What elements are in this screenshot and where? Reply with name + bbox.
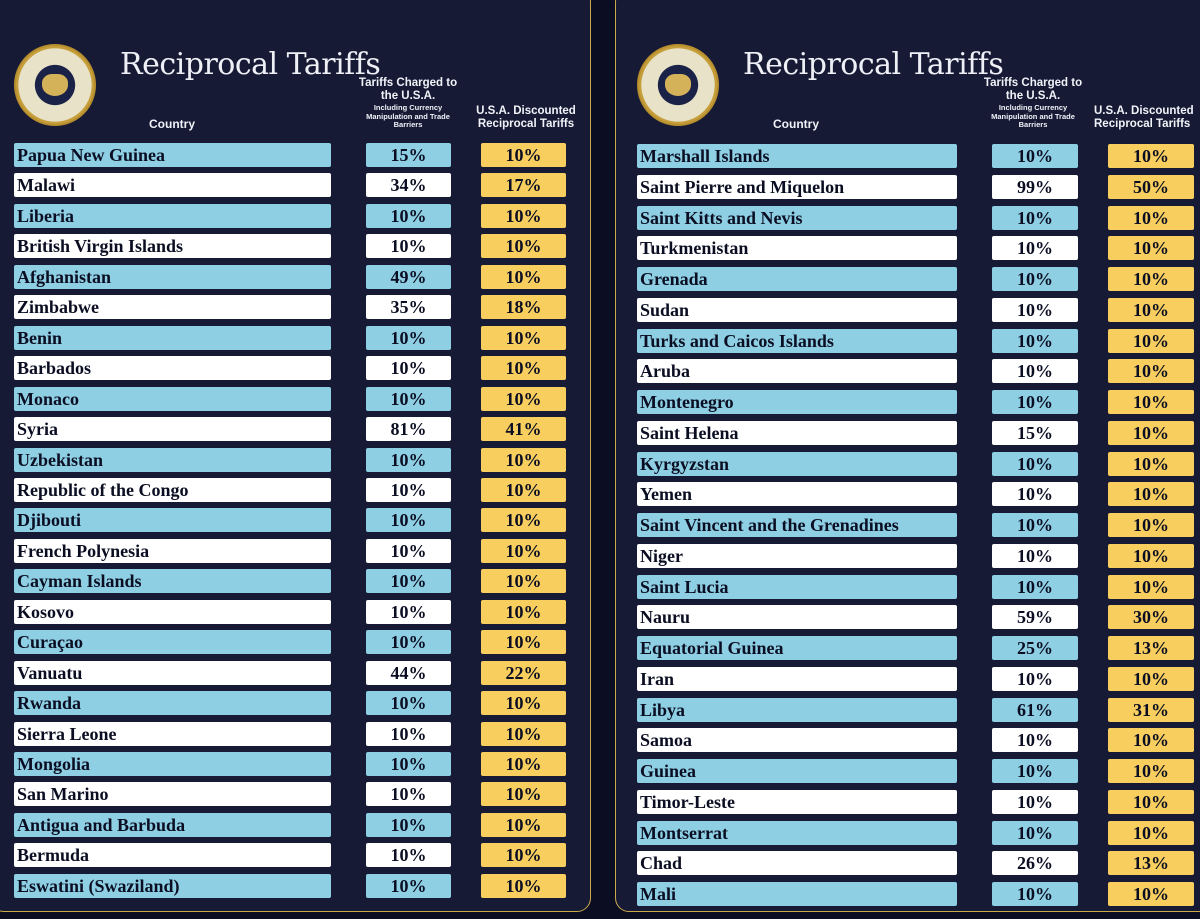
reciprocal-tariff-cell: 10% <box>481 234 566 258</box>
charged-tariff-cell: 10% <box>366 722 451 746</box>
country-name-cell: Equatorial Guinea <box>637 636 957 660</box>
country-name-cell: Benin <box>14 326 331 350</box>
reciprocal-tariff-cell: 10% <box>1108 482 1194 506</box>
country-name-cell: Djibouti <box>14 508 331 532</box>
charged-tariff-cell: 81% <box>366 417 451 441</box>
reciprocal-tariff-cell: 10% <box>481 478 566 502</box>
charged-tariff-cell: 99% <box>992 175 1078 199</box>
country-name-cell: Aruba <box>637 359 957 383</box>
reciprocal-tariff-cell: 10% <box>481 508 566 532</box>
reciprocal-tariff-cell: 10% <box>1108 452 1194 476</box>
country-name-cell: Nauru <box>637 605 957 629</box>
reciprocal-tariff-cell: 30% <box>1108 605 1194 629</box>
charged-tariff-cell: 10% <box>992 206 1078 230</box>
reciprocal-tariff-cell: 10% <box>1108 513 1194 537</box>
reciprocal-tariff-cell: 10% <box>481 722 566 746</box>
country-name-cell: Vanuatu <box>14 661 331 685</box>
country-name-cell: Antigua and Barbuda <box>14 813 331 837</box>
reciprocal-tariff-cell: 10% <box>1108 236 1194 260</box>
charged-tariff-cell: 10% <box>366 600 451 624</box>
reciprocal-tariff-cell: 10% <box>1108 821 1194 845</box>
charged-tariff-cell: 10% <box>366 874 451 898</box>
charged-tariff-cell: 10% <box>992 544 1078 568</box>
charged-tariff-cell: 10% <box>992 329 1078 353</box>
country-name-cell: Kyrgyzstan <box>637 452 957 476</box>
reciprocal-tariff-cell: 10% <box>1108 206 1194 230</box>
charged-tariff-cell: 10% <box>992 267 1078 291</box>
charged-tariff-cell: 10% <box>366 813 451 837</box>
charged-tariff-cell: 10% <box>366 234 451 258</box>
charged-tariff-cell: 10% <box>366 478 451 502</box>
reciprocal-tariff-cell: 10% <box>1108 728 1194 752</box>
charged-tariff-cell: 10% <box>366 326 451 350</box>
country-name-cell: Niger <box>637 544 957 568</box>
country-name-cell: Zimbabwe <box>14 295 331 319</box>
discounted-header-main: U.S.A. Discounted Reciprocal Tariffs <box>1094 105 1194 131</box>
country-name-cell: Montserrat <box>637 821 957 845</box>
charged-tariff-cell: 10% <box>366 387 451 411</box>
charged-tariff-cell: 10% <box>366 508 451 532</box>
charged-tariff-cell: 10% <box>992 236 1078 260</box>
charged-tariff-cell: 10% <box>992 575 1078 599</box>
country-name-cell: Barbados <box>14 356 331 380</box>
country-name-cell: Republic of the Congo <box>14 478 331 502</box>
reciprocal-tariff-cell: 10% <box>1108 759 1194 783</box>
charged-tariff-cell: 10% <box>366 630 451 654</box>
reciprocal-tariff-cell: 10% <box>1108 359 1194 383</box>
reciprocal-tariff-cell: 10% <box>481 265 566 289</box>
reciprocal-tariff-cell: 10% <box>481 691 566 715</box>
reciprocal-tariff-cell: 10% <box>481 630 566 654</box>
charged-tariff-cell: 10% <box>992 298 1078 322</box>
presidential-seal-icon <box>14 44 96 126</box>
country-name-cell: Curaçao <box>14 630 331 654</box>
reciprocal-tariff-cell: 10% <box>481 782 566 806</box>
country-name-cell: Saint Lucia <box>637 575 957 599</box>
charged-tariff-cell: 10% <box>992 482 1078 506</box>
charged-header-sub: Including Currency Manipulation and Trade Barriers <box>366 103 450 129</box>
country-name-cell: Turks and Caicos Islands <box>637 329 957 353</box>
country-name-cell: Rwanda <box>14 691 331 715</box>
charged-tariff-cell: 26% <box>992 851 1078 875</box>
country-name-cell: Eswatini (Swaziland) <box>14 874 331 898</box>
charged-tariff-cell: 10% <box>992 359 1078 383</box>
reciprocal-tariff-cell: 10% <box>1108 421 1194 445</box>
reciprocal-tariff-cell: 10% <box>481 448 566 472</box>
charged-tariff-cell: 34% <box>366 173 451 197</box>
country-name-cell: Saint Helena <box>637 421 957 445</box>
charged-tariff-cell: 10% <box>992 882 1078 906</box>
country-name-cell: Saint Vincent and the Grenadines <box>637 513 957 537</box>
country-name-cell: Guinea <box>637 759 957 783</box>
reciprocal-tariff-cell: 13% <box>1108 851 1194 875</box>
country-name-cell: Mali <box>637 882 957 906</box>
presidential-seal-icon <box>637 44 719 126</box>
reciprocal-tariff-cell: 13% <box>1108 636 1194 660</box>
country-name-cell: Kosovo <box>14 600 331 624</box>
country-name-cell: Grenada <box>637 267 957 291</box>
charged-tariff-cell: 10% <box>992 667 1078 691</box>
country-name-cell: Saint Pierre and Miquelon <box>637 175 957 199</box>
charged-tariff-cell: 10% <box>366 448 451 472</box>
country-header: Country <box>149 117 195 131</box>
charged-header <box>981 77 1085 129</box>
country-name-cell: Mongolia <box>14 752 331 776</box>
country-name-cell: Uzbekistan <box>14 448 331 472</box>
country-name-cell: Bermuda <box>14 843 331 867</box>
charged-tariff-cell: 25% <box>992 636 1078 660</box>
charged-tariff-cell: 59% <box>992 605 1078 629</box>
reciprocal-tariff-cell: 10% <box>481 539 566 563</box>
country-name-cell: Montenegro <box>637 390 957 414</box>
reciprocal-tariff-cell: 10% <box>481 387 566 411</box>
charged-tariff-cell: 10% <box>366 204 451 228</box>
charged-tariff-cell: 10% <box>992 390 1078 414</box>
country-name-cell: Timor-Leste <box>637 790 957 814</box>
charged-tariff-cell: 10% <box>366 569 451 593</box>
country-name-cell: Iran <box>637 667 957 691</box>
charged-tariff-cell: 10% <box>366 782 451 806</box>
panel-title: Reciprocal Tariffs <box>743 47 1004 82</box>
reciprocal-tariff-cell: 10% <box>1108 882 1194 906</box>
country-name-cell: Marshall Islands <box>637 144 957 168</box>
country-name-cell: Saint Kitts and Nevis <box>637 206 957 230</box>
reciprocal-tariff-cell: 31% <box>1108 698 1194 722</box>
country-name-cell: Syria <box>14 417 331 441</box>
reciprocal-tariff-cell: 50% <box>1108 175 1194 199</box>
charged-tariff-cell: 15% <box>992 421 1078 445</box>
reciprocal-tariff-cell: 10% <box>1108 298 1194 322</box>
country-name-cell: Sierra Leone <box>14 722 331 746</box>
charged-tariff-cell: 10% <box>992 452 1078 476</box>
country-name-cell: British Virgin Islands <box>14 234 331 258</box>
charged-header-main: Tariffs Charged to the U.S.A. <box>358 77 458 103</box>
charged-tariff-cell: 10% <box>992 513 1078 537</box>
reciprocal-tariff-cell: 10% <box>1108 790 1194 814</box>
country-header: Country <box>773 117 819 131</box>
charged-tariff-cell: 10% <box>366 752 451 776</box>
charged-tariff-cell: 15% <box>366 143 451 167</box>
charged-tariff-cell: 10% <box>366 843 451 867</box>
charged-tariff-cell: 10% <box>366 691 451 715</box>
country-name-cell: Malawi <box>14 173 331 197</box>
reciprocal-tariff-cell: 10% <box>481 143 566 167</box>
reciprocal-tariff-cell: 10% <box>481 204 566 228</box>
country-name-cell: San Marino <box>14 782 331 806</box>
discounted-header-main: U.S.A. Discounted Reciprocal Tariffs <box>476 105 576 131</box>
country-name-cell: Papua New Guinea <box>14 143 331 167</box>
reciprocal-tariff-cell: 41% <box>481 417 566 441</box>
country-name-cell: Afghanistan <box>14 265 331 289</box>
reciprocal-tariff-cell: 17% <box>481 173 566 197</box>
charged-tariff-cell: 10% <box>366 356 451 380</box>
country-name-cell: French Polynesia <box>14 539 331 563</box>
reciprocal-tariff-cell: 22% <box>481 661 566 685</box>
charged-tariff-cell: 10% <box>992 821 1078 845</box>
country-name-cell: Turkmenistan <box>637 236 957 260</box>
reciprocal-tariff-cell: 18% <box>481 295 566 319</box>
discounted-header <box>1094 105 1200 131</box>
reciprocal-tariff-cell: 10% <box>1108 267 1194 291</box>
reciprocal-tariff-cell: 10% <box>481 600 566 624</box>
discounted-header <box>470 105 582 131</box>
reciprocal-tariff-cell: 10% <box>481 752 566 776</box>
charged-tariff-cell: 35% <box>366 295 451 319</box>
reciprocal-tariff-cell: 10% <box>481 843 566 867</box>
charged-tariff-cell: 49% <box>366 265 451 289</box>
reciprocal-tariff-cell: 10% <box>481 813 566 837</box>
reciprocal-tariff-cell: 10% <box>1108 575 1194 599</box>
charged-header-main: Tariffs Charged to the U.S.A. <box>983 77 1083 103</box>
reciprocal-tariff-cell: 10% <box>1108 329 1194 353</box>
country-name-cell: Liberia <box>14 204 331 228</box>
reciprocal-tariff-cell: 10% <box>1108 144 1194 168</box>
country-name-cell: Sudan <box>637 298 957 322</box>
country-name-cell: Monaco <box>14 387 331 411</box>
reciprocal-tariff-cell: 10% <box>1108 667 1194 691</box>
reciprocal-tariff-cell: 10% <box>1108 544 1194 568</box>
country-name-cell: Yemen <box>637 482 957 506</box>
reciprocal-tariff-cell: 10% <box>481 356 566 380</box>
charged-tariff-cell: 10% <box>992 790 1078 814</box>
charged-tariff-cell: 10% <box>992 144 1078 168</box>
country-name-cell: Chad <box>637 851 957 875</box>
country-name-cell: Cayman Islands <box>14 569 331 593</box>
reciprocal-tariff-cell: 10% <box>481 569 566 593</box>
charged-tariff-cell: 61% <box>992 698 1078 722</box>
reciprocal-tariff-cell: 10% <box>1108 390 1194 414</box>
charged-tariff-cell: 44% <box>366 661 451 685</box>
charged-tariff-cell: 10% <box>992 759 1078 783</box>
country-name-cell: Samoa <box>637 728 957 752</box>
reciprocal-tariff-cell: 10% <box>481 874 566 898</box>
panel-title: Reciprocal Tariffs <box>120 47 381 82</box>
charged-tariff-cell: 10% <box>366 539 451 563</box>
charged-header-sub: Including Currency Manipulation and Trade Barriers <box>991 103 1075 129</box>
charged-tariff-cell: 10% <box>992 728 1078 752</box>
reciprocal-tariff-cell: 10% <box>481 326 566 350</box>
charged-header <box>356 77 460 129</box>
country-name-cell: Libya <box>637 698 957 722</box>
